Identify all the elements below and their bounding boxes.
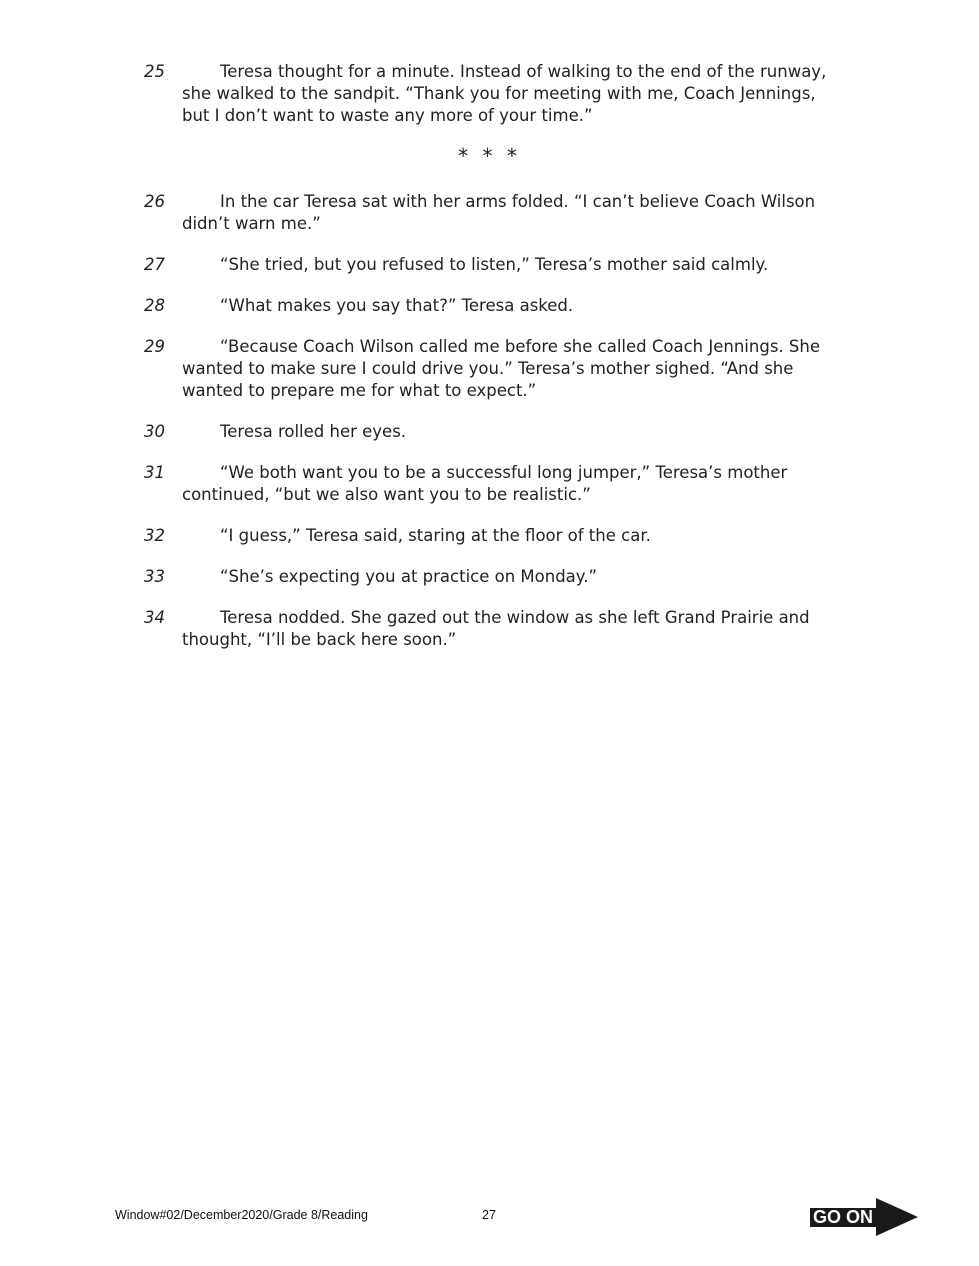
page-number: 27 (482, 1208, 496, 1222)
paragraph-text: “What makes you say that?” Teresa asked. (220, 296, 574, 315)
paragraph-number: 31 (144, 463, 165, 482)
paragraph-text: In the car Teresa sat with her arms folded. “I can’t believe Coach Wilson didn’t warn me.” (182, 192, 816, 233)
paragraph-number: 33 (144, 567, 165, 586)
reading-passage (0, 61, 979, 670)
paragraph-number: 30 (144, 422, 165, 441)
paragraph-34 (0, 607, 979, 651)
paragraph-text: “I guess,” Teresa said, staring at the floor of the car. (220, 526, 651, 545)
paragraph-31 (0, 462, 979, 506)
paragraph-27 (0, 254, 979, 276)
footer-test-reference: Window#02/December2020/Grade 8/Reading (115, 1208, 368, 1222)
paragraph-32 (0, 525, 979, 547)
paragraph-text: Teresa rolled her eyes. (220, 422, 407, 441)
go-on-indicator (810, 1197, 920, 1237)
paragraph-25 (0, 61, 979, 127)
paragraph-text: Teresa thought for a minute. Instead of walking to the end of the runway, she walked to the sandpit. “Thank you for meeting with me, Coach Jennings, but I don’t want to waste any more of your time.” (182, 62, 827, 125)
paragraph-text: “She’s expecting you at practice on Monday.” (220, 567, 597, 586)
paragraph-number: 26 (144, 192, 165, 211)
paragraph-number: 34 (144, 608, 165, 627)
paragraph-33 (0, 566, 979, 588)
paragraph-number: 32 (144, 526, 165, 545)
paragraph-number: 29 (144, 337, 165, 356)
paragraph-number: 25 (144, 62, 165, 81)
go-on-label: GO ON (813, 1207, 874, 1227)
paragraph-28 (0, 295, 979, 317)
paragraph-number: 28 (144, 296, 165, 315)
paragraph-26 (0, 191, 979, 235)
paragraph-29 (0, 336, 979, 402)
paragraph-text: Teresa nodded. She gazed out the window as she left Grand Prairie and thought, “I’ll be back here soon.” (182, 608, 810, 649)
paragraph-number: 27 (144, 255, 165, 274)
section-break: * * * (458, 144, 521, 168)
paragraph-text: “Because Coach Wilson called me before she called Coach Jennings. She wanted to make sure I could drive you.” Teresa’s mother sighed. “And she wanted to prepare me for what to expect.” (182, 337, 820, 400)
paragraph-text: “She tried, but you refused to listen,” Teresa’s mother said calmly. (220, 255, 769, 274)
paragraph-text: “We both want you to be a successful long jumper,” Teresa’s mother continued, “but we also want you to be realistic.” (182, 463, 788, 504)
paragraph-30 (0, 421, 979, 443)
